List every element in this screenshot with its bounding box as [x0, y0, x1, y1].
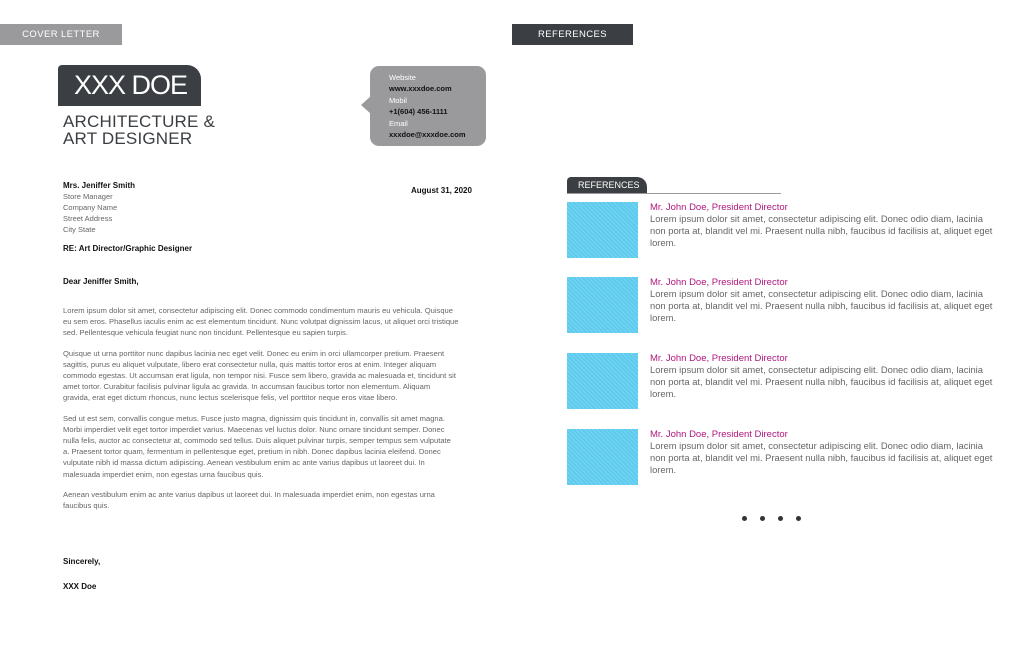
dot-icon [778, 516, 783, 521]
signature: XXX Doe [63, 582, 97, 591]
tab-references: REFERENCES [512, 24, 633, 45]
recipient-name: Mrs. Jeniffer Smith [63, 181, 136, 190]
dot-icon [742, 516, 747, 521]
website-label: Website [389, 73, 416, 82]
email-label: Email [389, 119, 408, 128]
letter-body [63, 305, 459, 520]
reference-photo-placeholder [567, 277, 638, 333]
reference-photo-placeholder [567, 429, 638, 485]
body-paragraph: Sed ut est sem, convallis congue metus. Fusce justo magna, dignissim quis tincidunt in, convallis sit amet magna. Morbi imperdiet velit eget tortor imperdiet varius. Maecenas vel luctus dolor. Nunc ornare tincidunt semper. Donec nulla felis, auctor ac consectetur at, commodo sed tellus. Duis aliquet pulvinar turpis, semper tempus sem vulputate a. Praesent tortor quam, fermentum in pellentesque eget, pretium in nibh. Donec dapibus lacinia eleifend. Donec vulputate nibh id massa dictum adipiscing. Aenean vestibulum enim ac ante varius dapibus ut laoreet dui. In malesuada imperdiet enim, non egestas urna faucibus quis. [63, 413, 451, 479]
body-paragraph: Quisque ut urna porttitor nunc dapibus lacinia nec eget velit. Donec eu enim in orci ullamcorper pretium. Praesent sagittis, purus eu aliquet vulputate, libero erat consectetur nulla, quis mattis tortor eros at enim. Integer aliquam commodo egestas. Ut accumsan erat ligula, non tempor nisi. Fusce sem libero, gravida ac malesuada et, tincidunt sit amet tortor. Curabitur facilisis pulvinar ligula ac gravida. In accumsan faucibus tortor non elementum. Aliquam gravida, erat eget dictum rhoncus, nunc lectus scelerisque felis, vel porttitor neque eros vitae libero. [63, 348, 456, 403]
mobil-label: Mobil [389, 96, 407, 105]
reference-name: Mr. John Doe, President Director [650, 277, 788, 288]
website-value: www.xxxdoe.com [389, 84, 452, 93]
mobil-value: +1(604) 456-1111 [389, 107, 448, 116]
more-dots-indicator [742, 516, 801, 521]
reference-name: Mr. John Doe, President Director [650, 429, 788, 440]
references-header: REFERENCES [567, 177, 647, 194]
reference-photo-placeholder [567, 202, 638, 258]
dot-icon [760, 516, 765, 521]
references-divider [567, 193, 781, 194]
tab-cover-letter: COVER LETTER [0, 24, 122, 45]
reference-photo-placeholder [567, 353, 638, 409]
reference-description: Lorem ipsum dolor sit amet, consectetur adipiscing elit. Donec odio diam, lacinia non porta at, blandit vel mi. Praesent nulla nibh, faucibus id facilisis at, aliquet eget lorem. [650, 288, 993, 324]
job-title-line-2: ART DESIGNER [63, 129, 193, 148]
contact-bubble [370, 66, 486, 146]
recipient-line: City State [63, 225, 96, 234]
dot-icon [796, 516, 801, 521]
reference-description: Lorem ipsum dolor sit amet, consectetur adipiscing elit. Donec odio diam, lacinia non porta at, blandit vel mi. Praesent nulla nibh, faucibus id facilisis at, aliquet eget lorem. [650, 440, 993, 476]
recipient-block [63, 180, 135, 235]
candidate-name: XXX DOE [58, 65, 201, 106]
reference-name: Mr. John Doe, President Director [650, 353, 788, 364]
job-title [63, 113, 263, 147]
body-paragraph: Aenean vestibulum enim ac ante varius dapibus ut laoreet dui. In malesuada imperdiet enim, non egestas urna faucibus quis. [63, 489, 435, 511]
job-title-line-1: ARCHITECTURE & [63, 112, 216, 131]
reference-item [567, 202, 997, 258]
reference-description: Lorem ipsum dolor sit amet, consectetur adipiscing elit. Donec odio diam, lacinia non porta at, blandit vel mi. Praesent nulla nibh, faucibus id facilisis at, aliquet eget lorem. [650, 364, 993, 400]
reference-item [567, 353, 997, 409]
body-paragraph: Lorem ipsum dolor sit amet, consectetur adipiscing elit. Donec commodo condimentum mauris eu vehicula. Quisque eu sem eros. Phasellus iaculis enim ac est elementum tincidunt. Nunc volutpat dignissim lacus, ut aliquet orci tristique sed. Pellentesque vehicula feugiat nunc non tincidunt. Pellentesque eu sapien turpis. [63, 306, 459, 338]
re-line: RE: Art Director/Graphic Designer [63, 244, 193, 253]
recipient-line: Street Address [63, 214, 113, 223]
reference-description: Lorem ipsum dolor sit amet, consectetur adipiscing elit. Donec odio diam, lacinia non porta at, blandit vel mi. Praesent nulla nibh, faucibus id facilisis at, aliquet eget lorem. [650, 213, 993, 249]
email-value: xxxdoe@xxxdoe.com [389, 130, 466, 139]
letter-date: August 31, 2020 [411, 186, 472, 195]
salutation: Dear Jeniffer Smith, [63, 277, 139, 286]
reference-name: Mr. John Doe, President Director [650, 202, 788, 213]
reference-item [567, 429, 997, 485]
closing: Sincerely, [63, 557, 101, 566]
recipient-line: Company Name [63, 203, 118, 212]
reference-item [567, 277, 997, 333]
recipient-line: Store Manager [63, 192, 113, 201]
